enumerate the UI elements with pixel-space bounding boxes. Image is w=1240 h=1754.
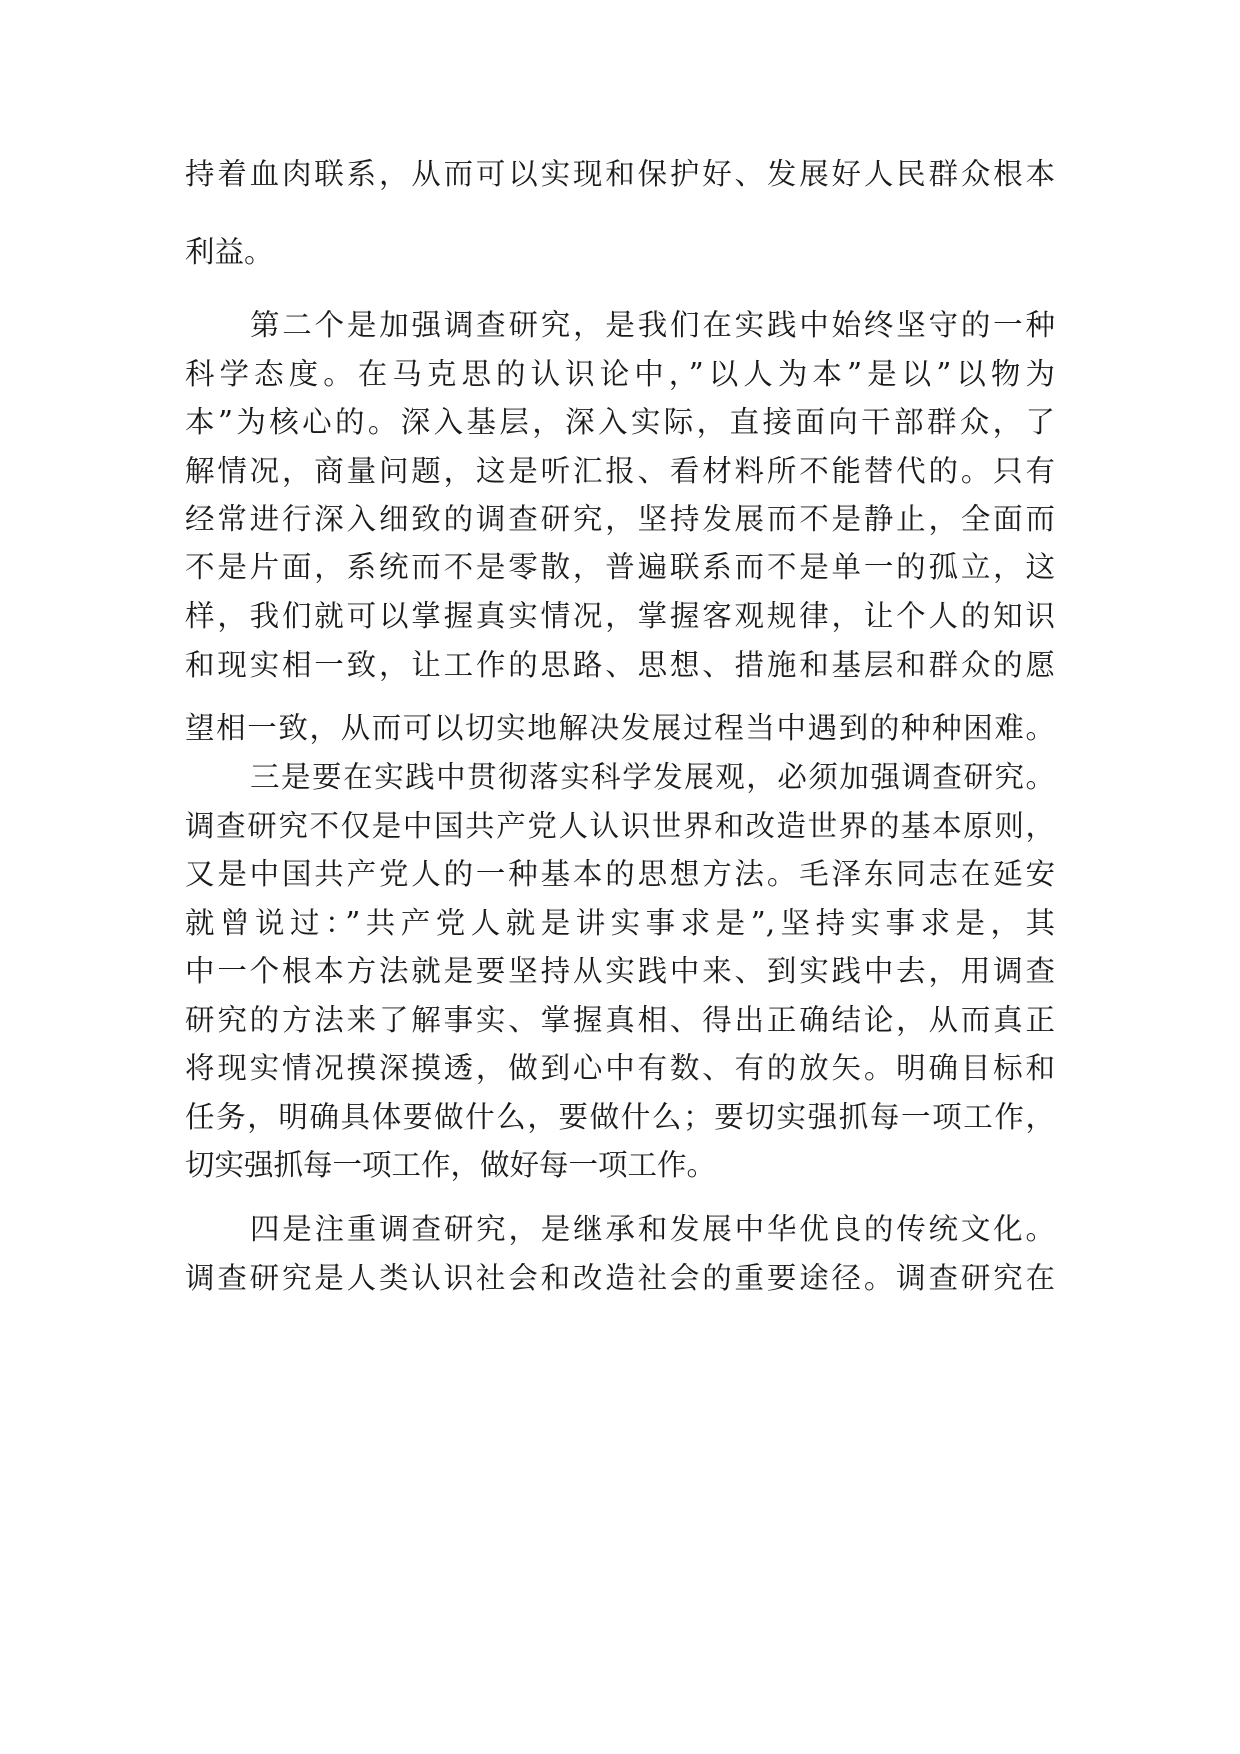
text-line: 经常进行深入细致的调查研究，坚持发展而不是静止，全面而 (185, 502, 1055, 536)
paragraph-first-line: 第二个是加强调查研究，是我们在实践中始终坚守的一种 (250, 308, 1055, 342)
text-line: 利益。 (185, 235, 274, 269)
text-line: 将现实情况摸深摸透，做到心中有数、有的放矢。明确目标和 (185, 1051, 1055, 1085)
text-line: 任务，明确具体要做什么，要做什么；要切实强抓每一项工作， (185, 1100, 1055, 1134)
paragraph-first-line: 四是注重调查研究，是继承和发展中华优良的传统文化。 (250, 1212, 1055, 1246)
text-line: 研究的方法来了解事实、掌握真相、得出正确结论，从而真正 (185, 1003, 1055, 1037)
text-line: 样，我们就可以掌握真实情况，掌握客观规律，让个人的知识 (185, 599, 1055, 633)
text-line: 调查研究是人类认识社会和改造社会的重要途径。调查研究在 (185, 1261, 1055, 1295)
text-line: 解情况，商量问题，这是听汇报、看材料所不能替代的。只有 (185, 454, 1055, 488)
paragraph-first-line: 三是要在实践中贯彻落实科学发展观，必须加强调查研究。 (250, 760, 1055, 794)
text-line: 本”为核心的。深入基层，深入实际，直接面向干部群众，了 (185, 405, 1055, 439)
text-line: 又是中国共产党人的一种基本的思想方法。毛泽东同志在延安 (185, 857, 1055, 891)
text-line: 就曾说过：”共产党人就是讲实事求是”,坚持实事求是，其 (185, 906, 1055, 940)
text-line: 不是片面，系统而不是零散，普遍联系而不是单一的孤立，这 (185, 550, 1055, 584)
text-line: 和现实相一致，让工作的思路、思想、措施和基层和群众的愿 (185, 648, 1055, 682)
text-line: 持着血肉联系，从而可以实现和保护好、发展好人民群众根本 (185, 157, 1055, 191)
text-line: 中一个根本方法就是要坚持从实践中来、到实践中去，用调查 (185, 954, 1055, 988)
text-line: 调查研究不仅是中国共产党人认识世界和改造世界的基本原则， (185, 809, 1055, 843)
text-line: 切实强抓每一项工作，做好每一项工作。 (185, 1148, 717, 1182)
text-line: 科学态度。在马克思的认识论中，”以人为本”是以”以物为 (185, 357, 1055, 391)
text-line: 望相一致，从而可以切实地解决发展过程当中遇到的种种困难。 (185, 711, 1055, 745)
